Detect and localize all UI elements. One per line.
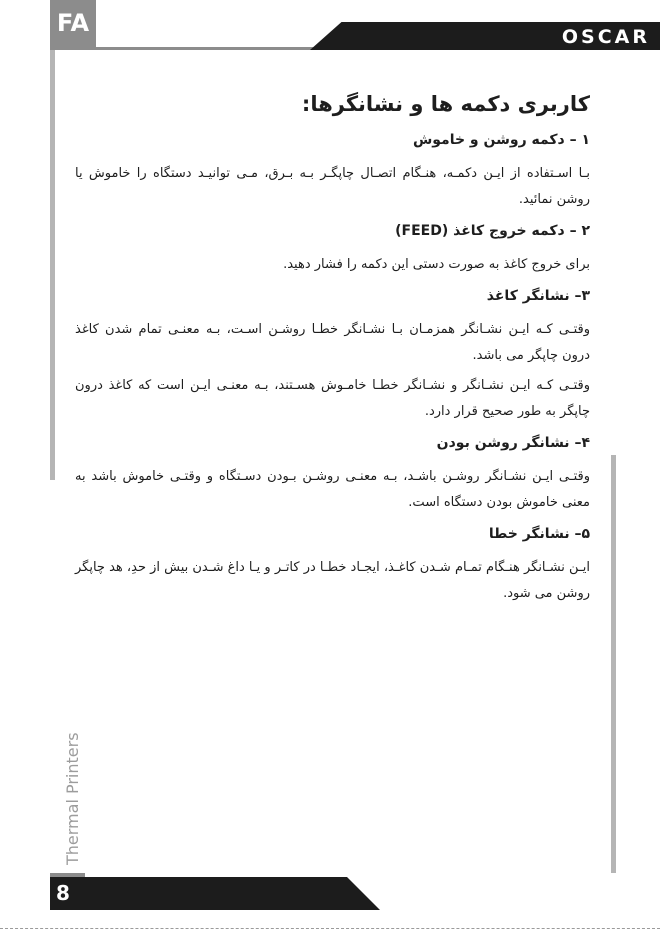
section-paragraph: بـا اسـتفاده از ایـن دکمـه، هنـگام اتصـال چاپگـر بـه بـرق، مـی توانیـد دستگاه را خاموش یا روشن نمائید. <box>75 166 590 207</box>
section-heading: ۱ – دکمه روشن و خاموش <box>412 132 590 148</box>
section-paragraph: ایـن نشـانگر هنـگام تمـام شـدن کاغـذ، ایجـاد خطـا در کاتـر و یـا داغ شـدن بیش از حدِ، هد چاپگر روشن می شود. <box>75 560 590 601</box>
section-feed-button <box>75 219 590 278</box>
right-margin-bar <box>611 455 616 873</box>
section-power-button <box>75 128 590 213</box>
section-heading: ۵– نشانگر خطا <box>488 526 590 542</box>
section-error-indicator <box>75 522 590 607</box>
bottom-cut-line <box>0 928 660 929</box>
brand-logo: OSCAR <box>561 26 650 48</box>
section-power-indicator <box>75 431 590 516</box>
section-paper-indicator <box>75 284 590 425</box>
side-label: Thermal Printers <box>63 732 82 865</box>
page-content <box>75 88 590 658</box>
section-heading: ۳– نشانگر کاغذ <box>486 288 590 304</box>
section-paragraph: وقتـی کـه ایـن نشـانگر و نشـانگر خطـا خامـوش هسـتند، بـه معنـی ایـن است که کاغذ درون چاپگر به طور صحیح قرار دارد. <box>75 378 590 419</box>
section-paragraph: وقتـی ایـن نشـانگر روشـن باشـد، بـه معنـی روشـن بـودن دسـتگاه و وقتـی خاموش باشد به معنی خاموش بودن دستگاه است. <box>75 469 590 510</box>
left-margin-bar <box>50 50 55 480</box>
section-paragraph: برای خروج کاغذ به صورت دستی این دکمه را فشار دهید. <box>283 257 590 272</box>
language-tag: FA <box>56 9 90 37</box>
section-paragraph: وقتـی کـه ایـن نشـانگر همزمـان بـا نشـانگر خطـا روشـن اسـت، بـه معنـی تمام شدن کاغذ درون چاپگر می باشد. <box>75 322 590 363</box>
footer-black-ribbon <box>50 877 380 910</box>
page-title: کاربری دکمه ها و نشانگرها: <box>301 92 590 116</box>
section-heading: ۴– نشانگر روشن بودن <box>436 435 590 451</box>
section-heading: ۲ – دکمه خروج کاغذ (FEED) <box>395 223 590 239</box>
page-number: 8 <box>56 881 70 905</box>
